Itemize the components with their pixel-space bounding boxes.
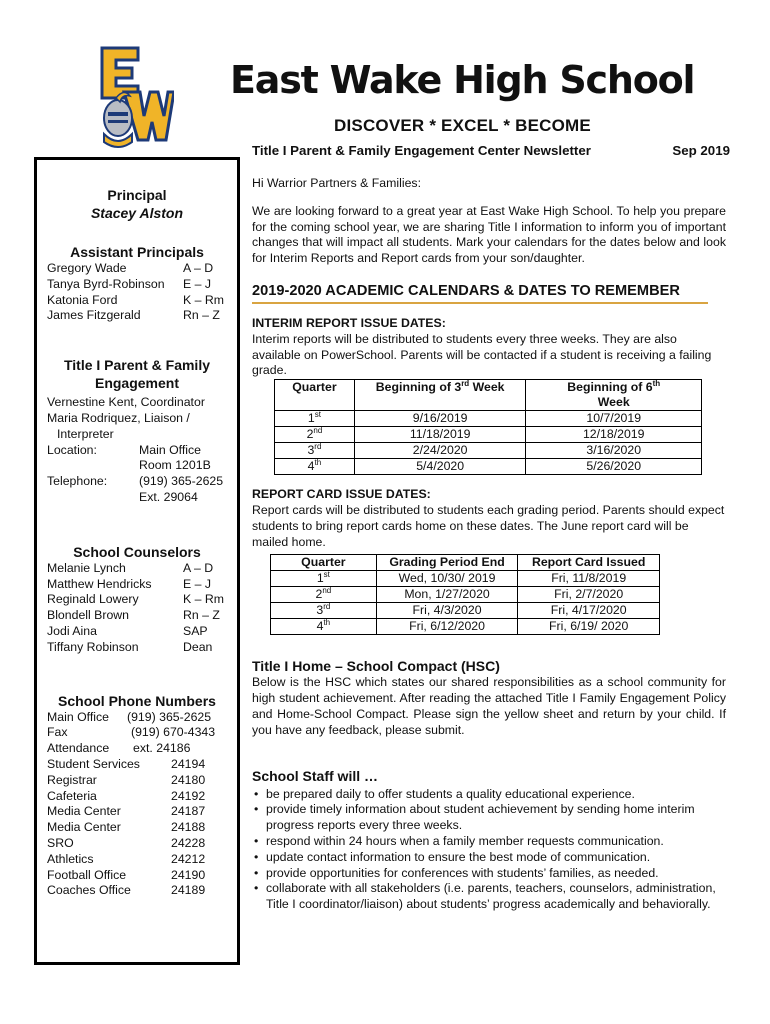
table-row: 3rd 2/24/2020 3/16/2020 (275, 443, 702, 459)
table-header (275, 380, 702, 411)
title1-extension: Ext. 29064 (139, 489, 198, 504)
column-header: Report Card Issued (518, 555, 660, 571)
column-header: Beginning of 3rd Week (354, 380, 526, 411)
column-header: Beginning of 6th Week (526, 380, 702, 411)
principal-heading: Principal (107, 187, 167, 203)
table-row: 1st 9/16/2019 10/7/2019 (275, 411, 702, 427)
list-item: Matthew Hendricks E – J (47, 576, 212, 591)
list-item: Melanie Lynch A – D (47, 560, 214, 575)
column-header: Quarter (275, 380, 355, 411)
list-item: Athletics 24212 (47, 851, 206, 866)
title1-heading-line1: Title I Parent & Family (63, 357, 210, 374)
column-header: Grading Period End (376, 555, 518, 571)
table-row: 1st Wed, 10/30/ 2019 Fri, 11/8/2019 (271, 571, 660, 587)
list-item: Tanya Byrd-Robinson E – J (47, 276, 212, 291)
school-logo (94, 44, 174, 150)
list-item: • be prepared daily to offer students a quality educational experience. (252, 787, 726, 803)
phones-list (47, 710, 227, 900)
list-item: • provide opportunities for conferences with students’ families, as needed. (252, 866, 726, 882)
list-item: Student Services 24194 (47, 756, 206, 771)
school-motto: DISCOVER * EXCEL * BECOME (334, 116, 591, 135)
table-row: 4th 5/4/2020 5/26/2020 (275, 459, 702, 475)
intro-paragraph: We are looking forward to a great year at East Wake High School. To help you prepare for the coming school year, we are sharing Title I information to inform you of important changes that will impact all students. Mark your calendars for the dates below and look for Interim Reports and Report cards from your son/daughter. (252, 203, 726, 266)
list-item: Cafeteria 24192 (47, 788, 206, 803)
list-item: Gregory Wade A – D (47, 261, 214, 275)
list-item: Jodi Aina SAP (47, 623, 208, 638)
newsletter-header (252, 143, 730, 158)
contacts-sidebar (34, 157, 240, 965)
list-item: • update contact information to ensure the best mode of communication. (252, 850, 726, 866)
list-item: Coaches Office 24189 (47, 883, 206, 898)
table-header (271, 555, 660, 571)
title1-liaison: Maria Rodriquez, Liaison / (47, 410, 190, 425)
report-card-text: Report cards will be distributed to students each grading period. Parents should expect students to bring report cards home on these dates. The June report card will be mailed home. (252, 502, 725, 549)
phones-heading: School Phone Numbers (58, 692, 216, 709)
calendar-heading: 2019-2020 ACADEMIC CALENDARS & DATES TO REMEMBER (252, 281, 708, 304)
counselors-list (47, 561, 227, 656)
list-item: Katonia Ford K – Rm (47, 292, 224, 307)
title1-liaison-role: Interpreter (57, 426, 114, 441)
table-row: 2nd Mon, 1/27/2020 Fri, 2/7/2020 (271, 587, 660, 603)
title1-room: Room 1201B (139, 458, 211, 473)
school-name: East Wake High School (230, 58, 695, 102)
column-header: Quarter (271, 555, 377, 571)
list-item: Fax (919) 670-4343 (47, 725, 216, 740)
list-item: Registrar 24180 (47, 772, 206, 787)
list-item: Reginald Lowery K – Rm (47, 592, 224, 607)
table-row: 2nd 11/18/2019 12/18/2019 (275, 427, 702, 443)
newsletter-date: Sep 2019 (672, 143, 730, 158)
list-item: Main Office (919) 365-2625 (47, 709, 212, 724)
interim-table (274, 379, 702, 475)
list-item: • provide timely information about student achievement by sending home interim progress reports every three weeks. (252, 802, 726, 834)
table-row: 4th Fri, 6/12/2020 Fri, 6/19/ 2020 (271, 619, 660, 635)
report-card-heading: REPORT CARD ISSUE DATES: (252, 487, 431, 502)
greeting: Hi Warrior Partners & Families: (252, 176, 421, 190)
newsletter-body (252, 176, 726, 913)
list-item: • respond within 24 hours when a family member requests communication. (252, 834, 726, 850)
title1-coordinator: Vernestine Kent, Coordinator (47, 395, 205, 410)
table-row: 3rd Fri, 4/3/2020 Fri, 4/17/2020 (271, 603, 660, 619)
assistant-principals-list (47, 261, 227, 324)
list-item: Blondell Brown Rn – Z (47, 608, 220, 623)
list-item: Media Center 24188 (47, 820, 206, 835)
interim-text: Interim reports will be distributed to students every three weeks. They are also available on PowerSchool. Parents will be contacted if a student is receiving a failing grade. (252, 331, 712, 378)
interim-heading: INTERIM REPORT ISSUE DATES: (252, 315, 446, 330)
list-item: Tiffany Robinson Dean (47, 639, 213, 654)
list-item: • collaborate with all stakeholders (i.e. parents, teachers, counselors, administration, Title I coordinator/liaison) about students’ progress academically and behaviorally. (252, 881, 726, 913)
title1-telephone: Telephone: (919) 365-2625 (47, 474, 224, 489)
list-item: Attendance ext. 24186 (47, 741, 191, 756)
staff-heading: School Staff will … (252, 767, 379, 784)
list-item: Media Center 24187 (47, 804, 206, 819)
staff-list (252, 787, 726, 913)
compact-text: Below is the HSC which states our shared responsibilities as a school community for high student achievement. After reading the attached Title I Family Engagement Policy and Home-School Compact. Please sign the yellow sheet and return by your child. If you have any feedback, please submit. (252, 675, 726, 737)
title1-location: Location: Main Office (47, 442, 201, 457)
compact-heading: Title I Home – School Compact (HSC) (252, 658, 500, 675)
list-item: Football Office 24190 (47, 867, 206, 882)
principal-name: Stacey Alston (90, 205, 184, 221)
list-item: James Fitzgerald Rn – Z (47, 308, 220, 323)
title1-heading-line2: Engagement (94, 375, 179, 392)
assistant-principals-heading: Assistant Principals (70, 244, 204, 260)
newsletter-title: Title I Parent & Family Engagement Center Newsletter (252, 143, 591, 158)
report-card-table (270, 554, 660, 635)
counselors-heading: School Counselors (73, 543, 201, 560)
list-item: SRO 24228 (47, 835, 206, 850)
